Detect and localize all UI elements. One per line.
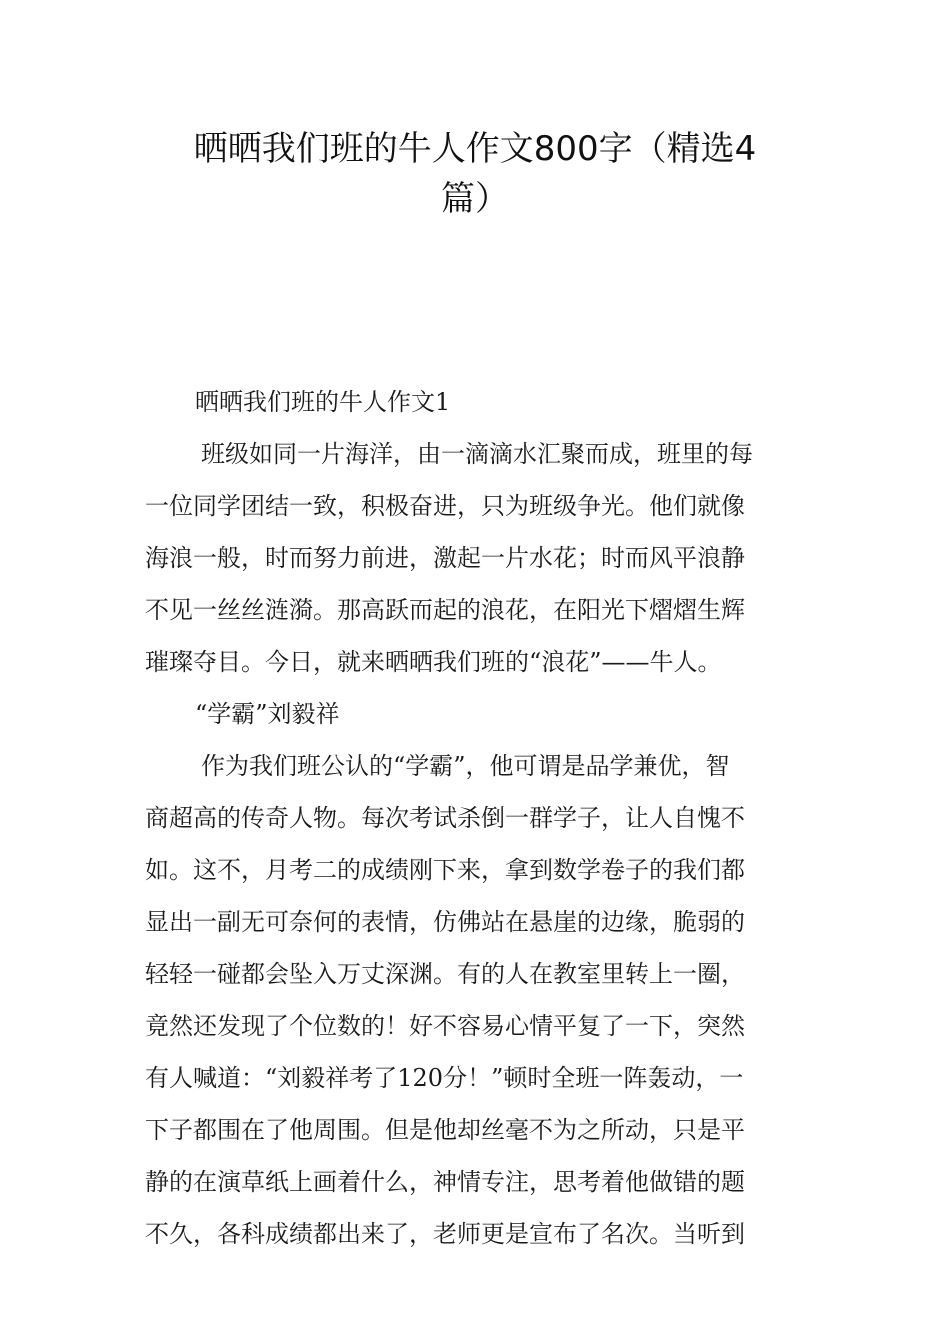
- paragraph-line: 如。这不，月考二的成绩刚下来，拿到数学卷子的我们都: [145, 856, 745, 884]
- paragraph-line: 璀璨夺目。今日，就来晒晒我们班的“浪花”——牛人。: [145, 648, 722, 676]
- paragraph-line: 下子都围在了他周围。但是他却丝毫不为之所动，只是平: [145, 1116, 745, 1144]
- paragraph-line: 作为我们班公认的“学霸”，他可谓是品学兼优，智: [201, 752, 730, 780]
- paragraph-line: 静的在演草纸上画着什么，神情专注，思考着他做错的题: [145, 1168, 745, 1196]
- paragraph-line: 显出一副无可奈何的表情，仿佛站在悬崖的边缘，脆弱的: [145, 908, 745, 936]
- paragraph-line: 海浪一般，时而努力前进，激起一片水花；时而风平浪静: [145, 544, 745, 572]
- title-line-2: 篇）: [441, 179, 509, 219]
- paragraph-line: 轻轻一碰都会坠入万丈深渊。有的人在教室里转上一圈，: [145, 960, 745, 988]
- paragraph-line: 不久，各科成绩都出来了，老师更是宣布了名次。当听到: [145, 1220, 745, 1248]
- paragraph-line: 竟然还发现了个位数的！好不容易心情平复了一下，突然: [145, 1012, 745, 1040]
- paragraph-line: 一位同学团结一致，积极奋进，只为班级争光。他们就像: [145, 492, 745, 520]
- paragraph-line: 商超高的传奇人物。每次考试杀倒一群学子，让人自愧不: [145, 804, 745, 832]
- paragraph-line: 有人喊道：“刘毅祥考了120分！”顿时全班一阵轰动，一: [145, 1064, 744, 1092]
- paragraph-line: 不见一丝丝涟漪。那高跃而起的浪花，在阳光下熠熠生辉: [145, 596, 745, 624]
- document-title: [130, 124, 820, 224]
- subsection-heading: “学霸”刘毅祥: [195, 700, 340, 728]
- paragraph-line: 班级如同一片海洋，由一滴滴水汇聚而成，班里的每: [201, 440, 753, 468]
- document-body: [145, 376, 805, 1260]
- section-heading: 晒晒我们班的牛人作文1: [195, 388, 451, 416]
- title-line-1: 晒晒我们班的牛人作文800字（精选4: [193, 129, 757, 169]
